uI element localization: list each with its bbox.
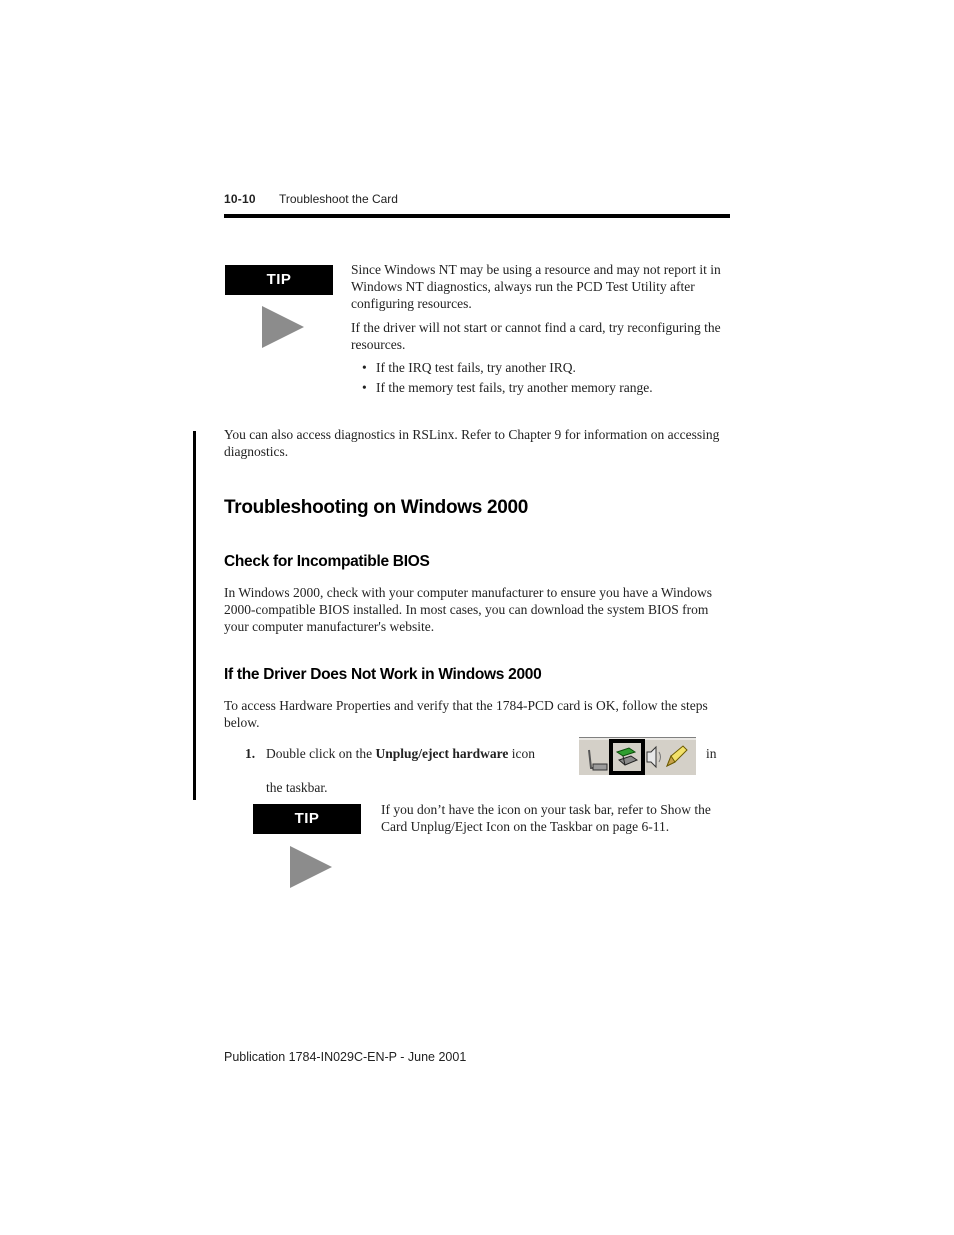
- publication-footer: Publication 1784-IN029C-EN-P - June 2001: [224, 1050, 467, 1064]
- tip1-bullet-list: [362, 359, 731, 396]
- step-number: 1.: [245, 746, 256, 761]
- taskbar-icons-svg: [579, 738, 696, 775]
- step1-in: in: [706, 746, 717, 761]
- bullet-icon: •: [362, 360, 367, 375]
- bullet-icon: •: [362, 380, 367, 395]
- driver-heading: If the Driver Does Not Work in Windows 2000: [224, 666, 542, 683]
- tip2-text: If you don’t have the icon on your task bar, refer to Show the Card Unplug/Eject Icon on the Taskbar on page 6-11.: [381, 802, 711, 834]
- bios-heading: Check for Incompatible BIOS: [224, 553, 430, 570]
- step1-bold-term: Unplug/eject hardware: [375, 746, 509, 761]
- tip1-content: [351, 261, 731, 399]
- pc-card-icon: [589, 750, 607, 770]
- tip2-arrow-icon: [290, 846, 332, 888]
- list-item: • If the memory test fails, try another memory range.: [362, 380, 653, 395]
- driver-intro: To access Hardware Properties and verify that the 1784-PCD card is OK, follow the steps below.: [224, 698, 708, 730]
- tip-label: TIP: [225, 265, 333, 295]
- unplug-eject-icon: [611, 741, 643, 773]
- list-item: • If the IRQ test fails, try another IRQ.: [362, 360, 576, 375]
- step1-tail: the taskbar.: [266, 780, 328, 795]
- tip2-label: TIP: [253, 804, 361, 834]
- tip-arrow-icon: [262, 306, 304, 348]
- speaker-icon: [647, 747, 661, 767]
- header-rule: [224, 214, 730, 218]
- bios-text: In Windows 2000, check with your computer manufacturer to ensure you have a Windows 2000-compatible BIOS installed. In most cases, you can download the system BIOS from your computer manufacturer's website.: [224, 585, 713, 634]
- pencil-icon: [667, 746, 687, 766]
- rslinx-note: You can also access diagnostics in RSLinx. Refer to Chapter 9 for information on accessing diagnostics.: [224, 427, 720, 459]
- chapter-title: Troubleshoot the Card: [279, 192, 398, 206]
- tip1-para1: Since Windows NT may be using a resource and may not report it in Windows NT diagnostics, always run the PCD Test Utility after configuring resources.: [351, 262, 721, 311]
- section-title: Troubleshooting on Windows 2000: [224, 497, 529, 518]
- revision-change-bar: [193, 431, 196, 800]
- tip1-para2: If the driver will not start or cannot find a card, try reconfiguring the resources.: [351, 320, 721, 352]
- taskbar-icons-image: [579, 737, 696, 775]
- page-number: 10-10: [224, 192, 256, 206]
- step1-text: Double click on the Unplug/eject hardware icon: [266, 746, 535, 761]
